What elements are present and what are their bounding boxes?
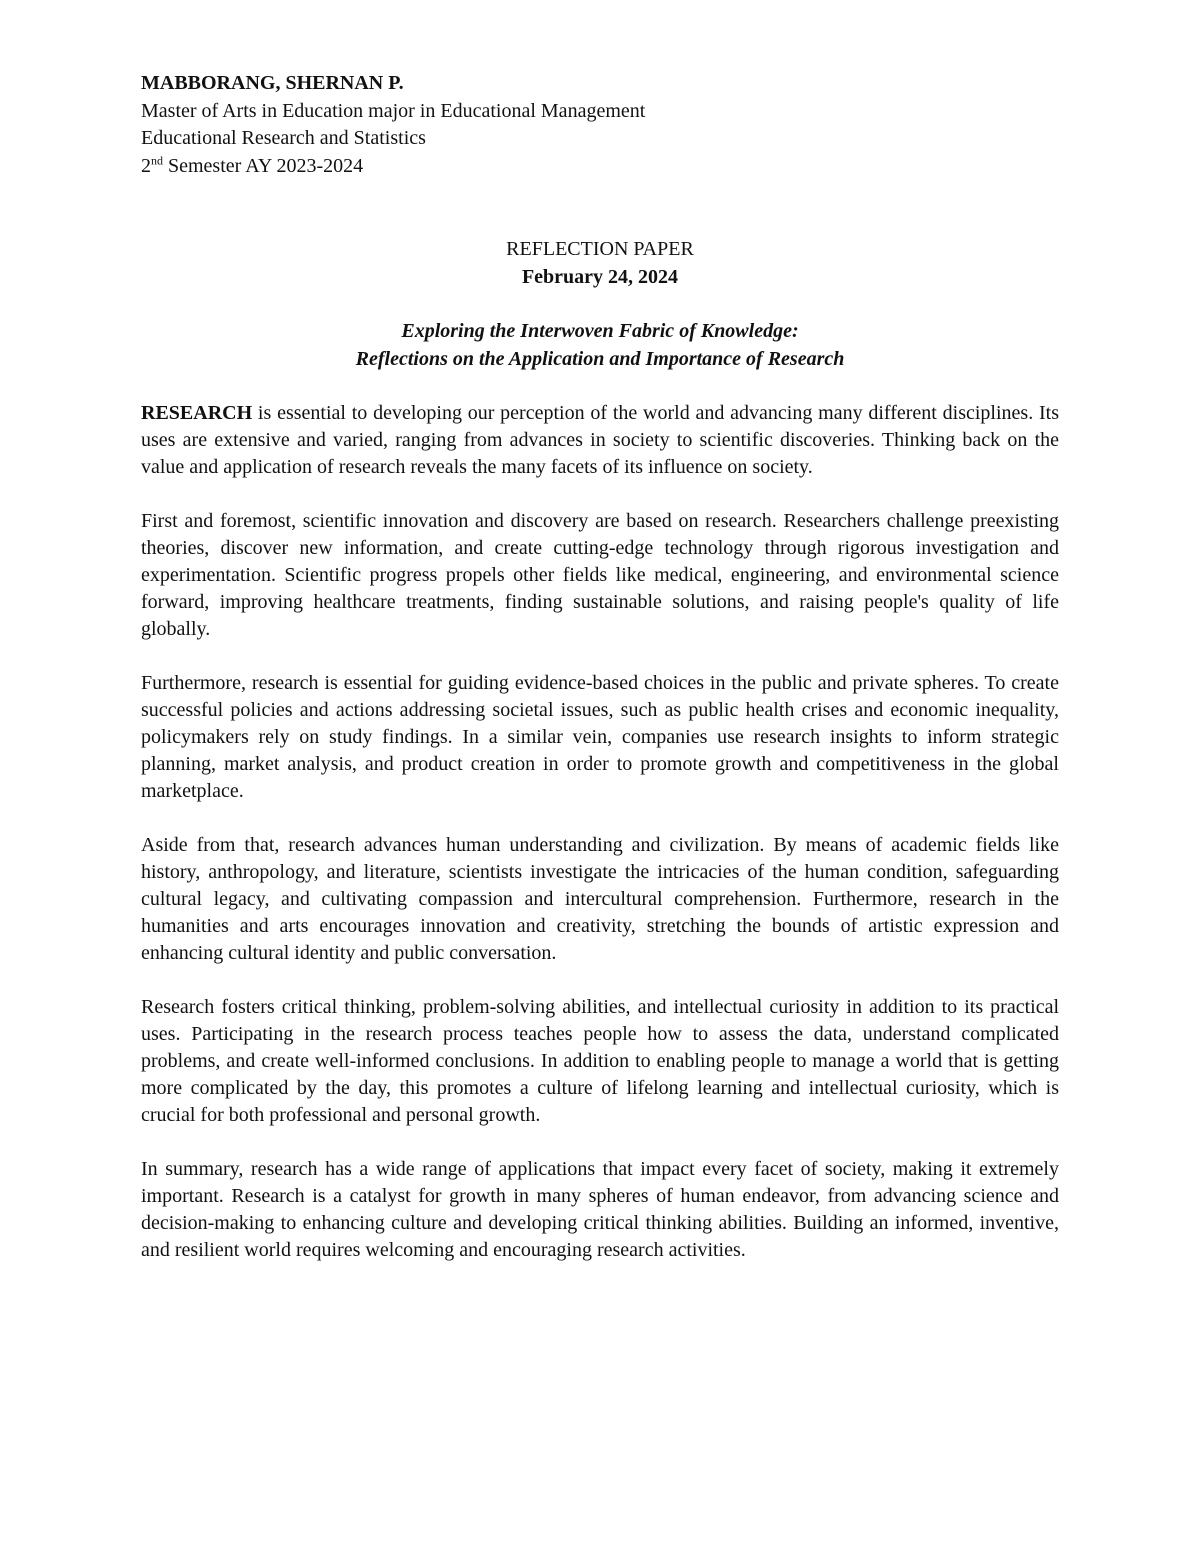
paragraph-1-text: is essential to developing our perception of the world and advancing many different disciplines. Its uses are extensive and varied, ranging from advances in society to scientific discoveries. Thinking back on the value and application of research reveals the many facets of its influence on society. <box>141 402 1059 478</box>
semester-text: Semester AY 2023-2024 <box>163 154 364 177</box>
paragraph-6: In summary, research has a wide range of applications that impact every facet of society, making it extremely important. Research is a catalyst for growth in many spheres of human endeavor, from advancing science and decision-making to enhancing culture and developing critical thinking abilities. Building an informed, inventive, and resilient world requires welcoming and encouraging research activities. <box>141 1158 1059 1261</box>
body-text <box>141 400 1059 1264</box>
paper-title-line-1: Exploring the Interwoven Fabric of Knowledge: <box>401 320 799 342</box>
author-name: MABBORANG, SHERNAN P. <box>141 72 404 94</box>
paragraph-3: Furthermore, research is essential for guiding evidence-based choices in the public and private spheres. To create successful policies and actions addressing societal issues, such as public health crises and economic inequality, policymakers rely on study findings. In a similar vein, companies use research insights to inform strategic planning, market analysis, and product creation in order to promote growth and competitiveness in the global marketplace. <box>141 672 1059 802</box>
document-date: February 24, 2024 <box>521 265 679 288</box>
course-line: Educational Research and Statistics <box>141 127 426 149</box>
paper-title-line-2: Reflections on the Application and Importance of Research <box>355 347 845 370</box>
semester-number: 2 <box>141 154 151 177</box>
document-type: REFLECTION PAPER <box>506 238 694 260</box>
author-header <box>141 70 1059 180</box>
document-page <box>141 70 1059 1291</box>
paper-title <box>141 318 1059 373</box>
semester-line <box>141 153 1059 181</box>
paragraph-5: Research fosters critical thinking, problem-solving abilities, and intellectual curiosity in addition to its practical uses. Participating in the research process teaches people how to assess the data, understand complicated problems, and create well-informed conclusions. In addition to enabling people to manage a world that is getting more complicated by the day, this promotes a culture of lifelong learning and intellectual curiosity, which is crucial for both professional and personal growth. <box>141 996 1059 1126</box>
paragraph-1 <box>141 400 1059 481</box>
paragraph-1-lead: RESEARCH <box>141 402 253 424</box>
title-block <box>141 236 1059 291</box>
paragraph-2: First and foremost, scientific innovation and discovery are based on research. Researchers challenge preexisting theories, discover new information, and create cutting-edge technology through rigorous investigation and experimentation. Scientific progress propels other fields like medical, engineering, and environmental science forward, improving healthcare treatments, finding sustainable solutions, and raising people's quality of life globally. <box>141 510 1059 640</box>
paragraph-4: Aside from that, research advances human understanding and civilization. By means of academic fields like history, anthropology, and literature, scientists investigate the intricacies of the human condition, safeguarding cultural legacy, and cultivating compassion and intercultural comprehension. Furthermore, research in the humanities and arts encourages innovation and creativity, stretching the bounds of artistic expression and enhancing cultural identity and public conversation. <box>141 834 1059 964</box>
program-line: Master of Arts in Education major in Educational Management <box>141 99 646 122</box>
semester-suffix: nd <box>151 152 163 167</box>
